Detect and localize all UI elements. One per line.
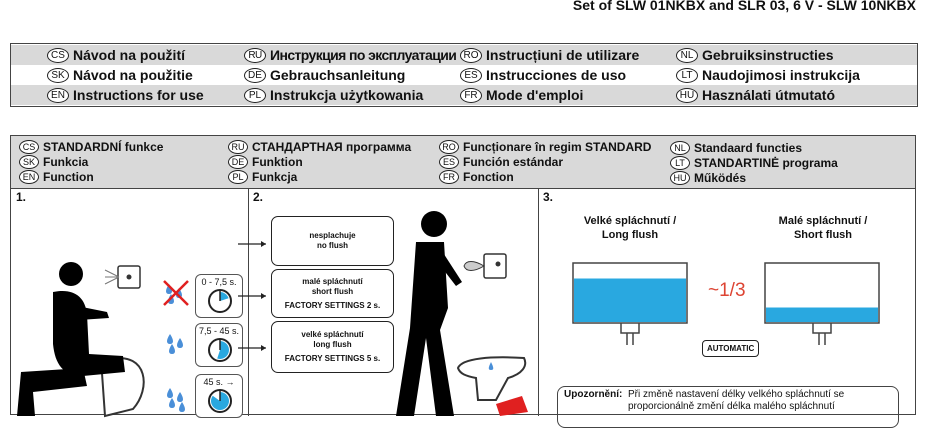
tank-long-flush bbox=[571, 261, 691, 346]
panel-number: 1. bbox=[16, 190, 27, 204]
drops-small-icon bbox=[163, 330, 189, 360]
page-title: Set of SLW 01NKBX and SLR 03, 6 V - SLW 10NKBX bbox=[572, 0, 916, 13]
lang-label: Instrukcja użytkowania bbox=[270, 87, 424, 103]
long-flush-caption bbox=[570, 214, 690, 242]
lang-badge: LT bbox=[670, 156, 690, 170]
lang-badge: EN bbox=[19, 170, 39, 184]
panel-3 bbox=[538, 188, 917, 416]
panel-number: 2. bbox=[253, 190, 264, 204]
person-legs bbox=[17, 368, 87, 416]
lang-item-lt bbox=[676, 67, 860, 83]
drops-crossed-icon bbox=[161, 278, 191, 308]
lang-badge: PL bbox=[228, 170, 248, 184]
lang-badge: NL bbox=[670, 141, 690, 155]
func-item-nl bbox=[670, 141, 802, 155]
lang-badge: HU bbox=[676, 88, 698, 103]
bubble-no-flush bbox=[271, 216, 394, 266]
lang-badge: FR bbox=[439, 170, 459, 184]
short-flush-caption bbox=[763, 214, 883, 242]
caption-line: Velké spláchnutí / bbox=[583, 215, 677, 227]
lang-badge: CS bbox=[19, 140, 39, 154]
lang-item-es bbox=[460, 67, 626, 83]
time-label: 45 s. → bbox=[203, 377, 235, 387]
func-label: Function bbox=[43, 170, 94, 184]
lang-badge: EN bbox=[47, 88, 69, 103]
person-body bbox=[53, 291, 125, 376]
stopwatch-icon bbox=[207, 337, 233, 363]
sensor-eye bbox=[496, 262, 501, 267]
arrow-red bbox=[496, 396, 528, 416]
lang-label: Instrucciones de uso bbox=[486, 67, 627, 83]
func-item-cs bbox=[19, 140, 163, 154]
person-head bbox=[59, 262, 83, 286]
bubble-short-flush bbox=[271, 269, 394, 318]
func-item-en bbox=[19, 170, 94, 184]
lang-label: Gebruiksinstructies bbox=[702, 47, 834, 63]
lang-badge: PL bbox=[244, 88, 266, 103]
lang-label: Mode d'emploi bbox=[486, 87, 584, 103]
lang-badge: LT bbox=[676, 68, 698, 83]
bubble-line: nesplachuje bbox=[309, 231, 356, 240]
lang-label: Gebrauchsanleitung bbox=[270, 67, 406, 83]
bubble-line: FACTORY SETTINGS 2 s. bbox=[284, 300, 381, 310]
lang-badge: RU bbox=[244, 48, 266, 63]
language-list bbox=[10, 43, 918, 107]
stopwatch-icon bbox=[207, 288, 233, 314]
func-item-es bbox=[439, 155, 563, 169]
water-level bbox=[574, 279, 686, 323]
function-section bbox=[10, 135, 916, 415]
lang-item-de bbox=[244, 67, 405, 83]
water-level bbox=[766, 308, 878, 323]
function-header bbox=[11, 136, 915, 189]
func-label: STANDARTINĖ programa bbox=[694, 156, 838, 170]
drops-large-icon bbox=[163, 386, 189, 416]
time-label: 0 - 7,5 s. bbox=[201, 277, 237, 287]
tank-short-flush bbox=[763, 261, 883, 346]
lang-label: Instrucțiuni de utilizare bbox=[486, 47, 640, 63]
lang-label: Návod na použití bbox=[73, 47, 185, 63]
lang-badge: RO bbox=[439, 140, 459, 154]
func-item-fr bbox=[439, 170, 514, 184]
func-item-ro bbox=[439, 140, 651, 154]
func-label: Fonction bbox=[463, 170, 514, 184]
lang-badge: DE bbox=[228, 155, 248, 169]
func-item-pl bbox=[228, 170, 297, 184]
lang-item-fr bbox=[460, 87, 583, 103]
person-arm bbox=[77, 306, 109, 320]
ratio-label: ~1/3 bbox=[708, 280, 746, 301]
time-box-1 bbox=[195, 274, 243, 318]
lang-label: Instructions for use bbox=[73, 87, 204, 103]
lang-item-pl bbox=[244, 87, 423, 103]
connector-lines bbox=[238, 228, 268, 408]
lang-badge: NL bbox=[676, 48, 698, 63]
sensor-rays bbox=[105, 270, 119, 284]
lang-label: Használati útmutató bbox=[702, 87, 836, 103]
sensor-eye bbox=[127, 275, 132, 280]
stopwatch-icon bbox=[207, 388, 233, 414]
note-label: Upozornění: bbox=[564, 389, 623, 400]
func-label: Funkcja bbox=[252, 170, 298, 184]
func-item-hu bbox=[670, 171, 746, 185]
func-item-lt bbox=[670, 156, 838, 170]
seated-person-illustration bbox=[13, 244, 158, 419]
func-item-sk bbox=[19, 155, 88, 169]
time-box-2 bbox=[195, 323, 243, 367]
lang-badge: HU bbox=[670, 171, 690, 185]
func-label: Funkcia bbox=[43, 155, 89, 169]
func-label: СТАНДАРТНАЯ программа bbox=[252, 140, 412, 154]
func-label: Működés bbox=[694, 171, 747, 185]
bubble-line: long flush bbox=[313, 340, 352, 349]
bubble-line: no flush bbox=[316, 241, 349, 250]
lang-item-sk bbox=[47, 67, 193, 83]
lang-badge: RU bbox=[228, 140, 248, 154]
lang-badge: DE bbox=[244, 68, 266, 83]
automatic-badge: AUTOMATIC bbox=[702, 340, 759, 357]
lang-badge: ES bbox=[439, 155, 459, 169]
func-label: Standaard functies bbox=[694, 141, 803, 155]
caption-line: Malé spláchnutí / bbox=[778, 215, 868, 227]
func-item-de bbox=[228, 155, 303, 169]
bubble-line: FACTORY SETTINGS 5 s. bbox=[284, 354, 381, 363]
time-label: 7,5 - 45 s. bbox=[198, 326, 240, 336]
func-item-ru bbox=[228, 140, 411, 154]
func-label: Funcționare în regim STANDARD bbox=[463, 140, 652, 154]
walking-person-illustration bbox=[396, 208, 536, 416]
caption-line: Short flush bbox=[793, 229, 853, 241]
panel-2 bbox=[248, 188, 539, 416]
lang-label: Инструкция по эксплуатации bbox=[270, 47, 457, 63]
caption-line: Long flush bbox=[601, 229, 659, 241]
sensor-signal bbox=[464, 262, 484, 271]
lang-item-ru bbox=[244, 47, 456, 63]
lang-badge: CS bbox=[47, 48, 69, 63]
lang-item-hu bbox=[676, 87, 835, 103]
lang-badge: SK bbox=[47, 68, 69, 83]
lang-badge: RO bbox=[460, 48, 482, 63]
lang-badge: FR bbox=[460, 88, 482, 103]
func-label: STANDARDNÍ funkce bbox=[43, 140, 164, 154]
bubble-line: malé spláchnutí bbox=[302, 276, 363, 286]
panel-number: 3. bbox=[543, 190, 554, 204]
func-label: Funktion bbox=[252, 155, 303, 169]
lang-badge: ES bbox=[460, 68, 482, 83]
bubble-line: short flush bbox=[311, 286, 354, 296]
bubble-line: velké spláchnutí bbox=[301, 330, 364, 339]
func-label: Función estándar bbox=[463, 155, 564, 169]
note-text: Při změně nastavení délky velkého spláchnutí se proporcionálně změní délka malého spláchnutí bbox=[628, 389, 845, 412]
lang-label: Návod na použitie bbox=[73, 67, 193, 83]
lang-label: Naudojimosi instrukcija bbox=[702, 67, 860, 83]
sensor-plate bbox=[484, 254, 506, 278]
lang-badge: SK bbox=[19, 155, 39, 169]
note-box bbox=[557, 386, 899, 428]
person-head bbox=[421, 211, 447, 237]
lang-item-cs bbox=[47, 47, 185, 63]
time-box-3 bbox=[195, 374, 243, 418]
lang-item-nl bbox=[676, 47, 834, 63]
lang-item-en bbox=[47, 87, 204, 103]
panel-1 bbox=[11, 188, 249, 416]
lang-item-ro bbox=[460, 47, 639, 63]
bubble-long-flush bbox=[271, 321, 394, 373]
